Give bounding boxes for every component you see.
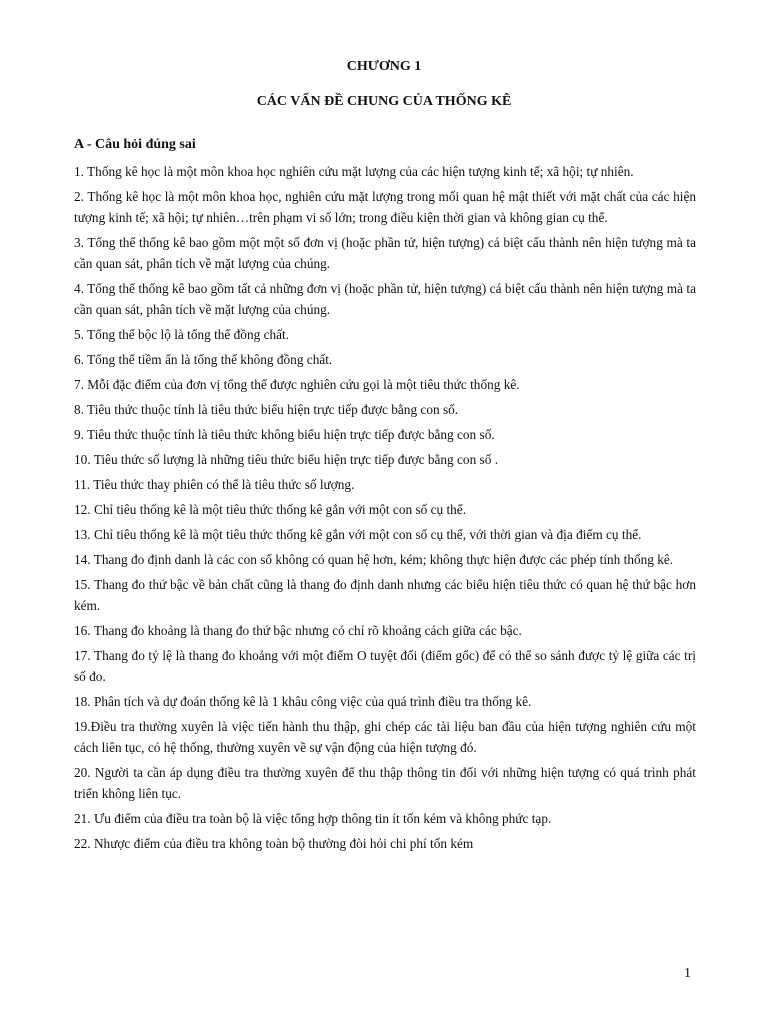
question-item: 12. Chỉ tiêu thống kê là một tiêu thức thống kê gắn với một con số cụ thể.: [74, 502, 467, 517]
question-item: 21. Ưu điểm của điều tra toàn bộ là việc tổng hợp thông tin ít tốn kém và không phức tạp.: [74, 811, 552, 826]
question-item: 16. Thang đo khoảng là thang đo thứ bậc nhưng có chỉ rõ khoảng cách giữa các bậc.: [74, 623, 522, 638]
question-item: 19.Điều tra thường xuyên là việc tiến hành thu thập, ghi chép các tài liệu ban đầu của hiện tượng nghiên cứu một cách liên tục, có hệ thống, thường xuyên về sự vận động của hiện tượng đó.: [74, 719, 696, 755]
question-item: 22. Nhược điểm của điều tra không toàn bộ thường đòi hỏi chi phí tốn kém: [74, 836, 474, 851]
question-item: 13. Chỉ tiêu thống kê là một tiêu thức thống kê gắn với một con số cụ thể, với thời gian và địa điểm cụ thể.: [74, 527, 642, 542]
question-item: 17. Thang đo tỷ lệ là thang đo khoảng với một điểm O tuyệt đối (điểm gốc) để có thể so sánh được tỷ lệ giữa các trị số đo.: [74, 648, 696, 684]
question-item: 2. Thống kê học là một môn khoa học, nghiên cứu mặt lượng trong mối quan hệ mật thiết với mặt chất của các hiện tượng kinh tế; xã hội; tự nhiên…trên phạm vi số lớn; trong điều kiện thời gian và không gian cụ thể.: [74, 189, 696, 225]
question-item: 8. Tiêu thức thuộc tính là tiêu thức biểu hiện trực tiếp được bằng con số.: [74, 402, 459, 417]
question-item: 1. Thống kê học là một môn khoa học nghiên cứu mặt lượng của các hiện tượng kinh tế; xã hội; tự nhiên.: [74, 164, 634, 179]
question-item: 11. Tiêu thức thay phiên có thể là tiêu thức số lượng.: [74, 477, 355, 492]
question-item: 6. Tổng thể tiềm ẩn là tổng thể không đồng chất.: [74, 352, 333, 367]
question-item: 7. Mỗi đặc điểm của đơn vị tổng thể được nghiên cứu gọi là một tiêu thức thống kê.: [74, 377, 520, 392]
question-item: 4. Tổng thể thống kê bao gồm tất cả những đơn vị (hoặc phần tử, hiện tượng) cá biệt cấu thành nên hiện tượng mà ta cần quan sát, phân tích về mặt lượng của chúng.: [74, 281, 696, 317]
page-title: CÁC VẤN ĐỀ CHUNG CỦA THỐNG KÊ: [256, 94, 512, 109]
question-item: 9. Tiêu thức thuộc tính là tiêu thức không biểu hiện trực tiếp được bằng con số.: [74, 427, 495, 442]
page-number: 1: [684, 966, 691, 981]
question-item: 15. Thang đo thứ bậc về bản chất cũng là thang đo định danh nhưng các biểu hiện tiêu thức có quan hệ thứ bậc hơn kém.: [74, 577, 696, 613]
question-item: 5. Tổng thể bộc lộ là tổng thể đồng chất.: [74, 327, 290, 342]
question-item: 10. Tiêu thức số lượng là những tiêu thức biểu hiện trực tiếp được bằng con số .: [74, 452, 499, 467]
question-item: 18. Phân tích và dự đoán thống kê là 1 khâu công việc của quá trình điều tra thống kê.: [74, 694, 532, 709]
question-item: 20. Người ta cần áp dụng điều tra thường xuyên để thu thập thông tin đối với những hiện tượng có quá trình phát triển không liên tục.: [74, 765, 696, 801]
question-item: 14. Thang đo định danh là các con số không có quan hệ hơn, kém; không thực hiện được các phép tính thống kê.: [74, 552, 674, 567]
section-heading: A - Câu hỏi đúng sai: [74, 137, 196, 152]
question-list: [74, 161, 696, 858]
chapter-label: CHƯƠNG 1: [346, 59, 422, 74]
question-item: 3. Tổng thể thống kê bao gồm một một số đơn vị (hoặc phần tử, hiện tượng) cá biệt cấu thành nên hiện tượng mà ta cần quan sát, phân tích về mặt lượng của chúng.: [74, 235, 696, 271]
